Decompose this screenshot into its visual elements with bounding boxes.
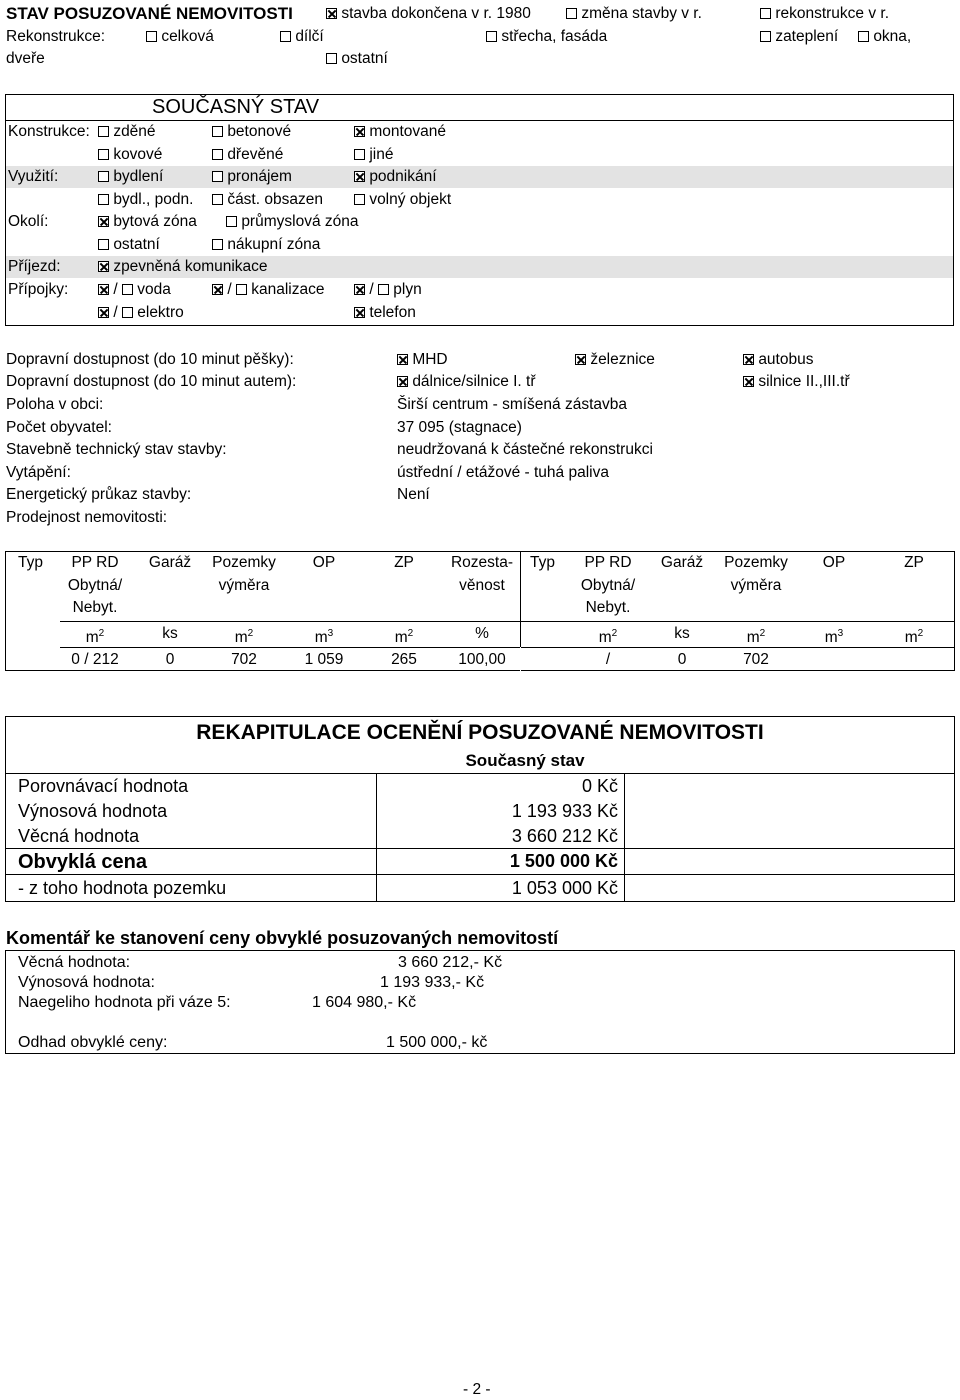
- kanalizace-label: kanalizace: [251, 281, 325, 298]
- cell-pozemky-2: 702: [743, 651, 769, 668]
- kanalizace-item: / kanalizace: [212, 280, 325, 300]
- th-garaz: Garáž: [148, 554, 192, 571]
- ostatni-item: [326, 49, 388, 69]
- odhad-value: 1 500 000,- kč: [386, 1034, 488, 1051]
- celkova-label: celková: [161, 28, 214, 45]
- vyuziti-label: Využití:: [8, 168, 59, 185]
- unit-m2: $m^2$: [598, 628, 618, 646]
- zpevnena-label: zpevněná komunikace: [113, 258, 268, 275]
- telefon-item: [354, 303, 416, 323]
- cell-garaz-2: 0: [677, 651, 687, 668]
- zatepleni-item: [760, 27, 838, 47]
- checkbox-empty-icon: [760, 8, 771, 19]
- checkbox-empty-icon: [98, 126, 109, 137]
- cast-obsazen-item: [212, 190, 323, 210]
- dilci-item: [280, 27, 324, 47]
- prijezd-label: Příjezd:: [8, 258, 61, 275]
- checkbox-checked-icon: [354, 171, 365, 182]
- checkbox-empty-icon: [354, 194, 365, 205]
- checkbox-checked-icon: [354, 307, 365, 318]
- unit-ks: ks: [162, 625, 178, 642]
- silnice-label: silnice II.,III.tř: [758, 373, 850, 390]
- dvere-label: dveře: [6, 50, 45, 67]
- unit-m2: $m^2$: [394, 628, 414, 646]
- dalnice-label: dálnice/silnice I. tř: [412, 373, 536, 390]
- ostatni-label: ostatní: [341, 50, 388, 67]
- pronajem-item: [212, 167, 292, 187]
- checkbox-empty-icon: [98, 171, 109, 182]
- elektro-item: / elektro: [98, 303, 184, 323]
- unit-m2: $m^2$: [234, 628, 254, 646]
- drevene-label: dřevěné: [227, 146, 284, 163]
- cell-op: 1 059: [304, 651, 344, 668]
- pripojky-label: Přípojky:: [8, 281, 69, 298]
- th-garaz-2: Garáž: [660, 554, 704, 571]
- plyn-item: / plyn: [354, 280, 422, 300]
- rekap-value: 3 660 212 Kč: [511, 826, 618, 846]
- bydl-podn-item: [98, 190, 193, 210]
- checkbox-checked-icon: [354, 284, 365, 295]
- drevene-item: [212, 145, 283, 165]
- zdene-item: [98, 122, 156, 142]
- checkbox-empty-icon: [146, 31, 157, 42]
- checkbox-empty-icon: [212, 126, 223, 137]
- checkbox-empty-icon: [486, 31, 497, 42]
- strecha-item: [486, 27, 607, 47]
- odhad-label: Odhad obvyklé ceny:: [18, 1034, 168, 1051]
- betonove-item: [212, 122, 291, 142]
- page-title: STAV POSUZOVANÉ NEMOVITOSTI: [6, 4, 293, 23]
- komentar-value: 1 604 980,- Kč: [312, 994, 417, 1011]
- komentar-value: 3 660 212,- Kč: [398, 954, 503, 971]
- checkbox-empty-icon: [566, 8, 577, 19]
- zatepleni-label: zateplení: [775, 28, 839, 45]
- cell-pprd-2: /: [605, 651, 611, 668]
- th-pprd-2: PP RD: [584, 554, 632, 571]
- podnikani-item: [354, 167, 437, 187]
- th-nebyt-2: Nebyt.: [585, 599, 631, 616]
- th-zp-2: ZP: [904, 554, 924, 571]
- okoli-ostatni-item: [98, 235, 160, 255]
- komentar-title: Komentář ke stanovení ceny obvyklé posuzovaných nemovitostí: [6, 928, 559, 948]
- montovane-label: montované: [369, 123, 447, 140]
- rekap-value: 1 193 933 Kč: [511, 801, 618, 821]
- th-venost: věnost: [459, 577, 505, 594]
- elektro-label: elektro: [137, 304, 184, 321]
- checkbox-checked-icon: [98, 284, 109, 295]
- checkbox-empty-icon: [212, 171, 223, 182]
- th-pozemky-2: Pozemky: [724, 554, 788, 571]
- checkbox-empty-icon: [98, 239, 109, 250]
- unit-ks: ks: [674, 625, 690, 642]
- bydleni-item: [98, 167, 163, 187]
- th-obytna-2: Obytná/: [580, 577, 636, 594]
- plyn-label: plyn: [393, 281, 422, 298]
- checkbox-empty-icon: [212, 239, 223, 250]
- cell-pozemky: 702: [231, 651, 257, 668]
- vytapeni-value: ústřední / etážové - tuhá paliva: [397, 464, 609, 481]
- kovove-label: kovové: [113, 146, 163, 163]
- kovove-item: [98, 145, 162, 165]
- th-rozesta: Rozesta-: [450, 554, 514, 571]
- voda-label: voda: [137, 281, 171, 298]
- checkbox-empty-icon: [122, 307, 133, 318]
- unit-pct: %: [475, 625, 489, 642]
- unit-m3: $m^3$: [314, 628, 334, 646]
- checkbox-empty-icon: [760, 31, 771, 42]
- th-op-2: OP: [822, 554, 846, 571]
- komentar-label: Výnosová hodnota:: [18, 974, 155, 991]
- bydl-podn-label: bydl., podn.: [113, 191, 194, 208]
- nakupni-item: [212, 235, 320, 255]
- th-pozemky: Pozemky: [212, 554, 276, 571]
- th-obytna: Obytná/: [67, 577, 123, 594]
- podnikani-label: podnikání: [369, 168, 437, 185]
- nakupni-label: nákupní zóna: [227, 236, 321, 253]
- unit-m2: $m^2$: [746, 628, 766, 646]
- checkbox-empty-icon: [378, 284, 389, 295]
- stav-value: neudržovaná k částečné rekonstrukci: [397, 441, 653, 458]
- checkbox-checked-icon: [98, 216, 109, 227]
- komentar-label: Naegeliho hodnota při váze 5:: [18, 994, 231, 1011]
- rekap-label: Výnosová hodnota: [18, 801, 168, 821]
- rekap-value-bold: 1 500 000 Kč: [509, 851, 618, 871]
- cell-roz: 100,00: [458, 651, 506, 668]
- stavba-item: [326, 4, 531, 24]
- okoli-label: Okolí:: [8, 213, 49, 230]
- silnice-item: [743, 372, 850, 392]
- zmena-item: [566, 4, 702, 24]
- checkbox-checked-icon: [98, 307, 109, 318]
- rekap-label: Porovnávací hodnota: [18, 776, 189, 796]
- okna-item: [858, 27, 911, 47]
- checkbox-empty-icon: [212, 194, 223, 205]
- prodejnost-label: Prodejnost nemovitosti:: [6, 509, 168, 526]
- checkbox-empty-icon: [98, 149, 109, 160]
- rekap-value: 0 Kč: [581, 776, 618, 796]
- rekap-value: 1 053 000 Kč: [511, 878, 618, 898]
- stav-label: Stavebně technický stav stavby:: [6, 441, 227, 458]
- volny-item: [354, 190, 451, 210]
- rekap-subtitle: Současný stav: [465, 751, 585, 770]
- checkbox-empty-icon: [280, 31, 291, 42]
- jine-label: jiné: [369, 146, 394, 163]
- rekonstrukce-label: Rekonstrukce:: [6, 28, 106, 45]
- stavba-label: stavba dokončena v r. 1980: [341, 5, 531, 22]
- checkbox-checked-icon: [98, 261, 109, 272]
- okna-label: okna,: [873, 28, 912, 45]
- unit-m2: $m^2$: [904, 628, 924, 646]
- pocet-value: 37 095 (stagnace): [397, 419, 522, 436]
- page-number: - 2 -: [463, 1381, 491, 1398]
- checkbox-empty-icon: [212, 149, 223, 160]
- zeleznice-item: [575, 350, 655, 370]
- rekap-label-bold: Obvyklá cena: [18, 851, 147, 873]
- jine-item: [354, 145, 393, 165]
- celkova-item: [146, 27, 214, 47]
- zpevnena-item: [98, 257, 268, 277]
- pronajem-label: pronájem: [227, 168, 292, 185]
- section-title: SOUČASNÝ STAV: [152, 96, 320, 118]
- th-typ: Typ: [18, 554, 43, 571]
- cell-garaz: 0: [165, 651, 175, 668]
- zeleznice-label: železnice: [590, 351, 655, 368]
- th-vymera: výměra: [218, 577, 270, 594]
- dalnice-item: [397, 372, 536, 392]
- dd-autem-label: Dopravní dostupnost (do 10 minut autem):: [6, 373, 297, 390]
- checkbox-checked-icon: [326, 8, 337, 19]
- strecha-label: střecha, fasáda: [501, 28, 608, 45]
- volny-label: volný objekt: [369, 191, 452, 208]
- checkbox-empty-icon: [98, 194, 109, 205]
- bytova-label: bytová zóna: [113, 213, 197, 230]
- zmena-label: změna stavby v r.: [581, 5, 702, 22]
- unit-m2: $m^2$: [85, 628, 105, 646]
- unit-m3: $m^3$: [824, 628, 844, 646]
- bytova-item: [98, 212, 197, 232]
- checkbox-empty-icon: [226, 216, 237, 227]
- mhd-label: MHD: [412, 351, 448, 368]
- prukaz-label: Energetický průkaz stavby:: [6, 486, 192, 503]
- mhd-item: [397, 350, 448, 370]
- th-vymera-2: výměra: [730, 577, 782, 594]
- vytapeni-label: Vytápění:: [6, 464, 71, 481]
- checkbox-checked-icon: [397, 354, 408, 365]
- checkbox-checked-icon: [212, 284, 223, 295]
- prukaz-value: Není: [397, 486, 430, 503]
- betonove-label: betonové: [227, 123, 292, 140]
- rekonstrukce-r-item: [760, 4, 889, 24]
- prumyslova-label: průmyslová zóna: [241, 213, 359, 230]
- poloha-label: Poloha v obci:: [6, 396, 104, 413]
- montovane-item: [354, 122, 446, 142]
- checkbox-empty-icon: [326, 53, 337, 64]
- voda-item: / voda: [98, 280, 171, 300]
- rekonstrukce-r-label: rekonstrukce v r.: [775, 5, 890, 22]
- cell-pprd: 0 / 212: [71, 651, 119, 668]
- konstrukce-label: Konstrukce:: [8, 123, 90, 140]
- dd-pesky-label: Dopravní dostupnost (do 10 minut pěšky):: [6, 351, 294, 368]
- bydleni-label: bydlení: [113, 168, 164, 185]
- komentar-value: 1 193 933,- Kč: [380, 974, 485, 991]
- poloha-value: Širší centrum - smíšená zástavba: [397, 396, 627, 413]
- th-typ-2: Typ: [530, 554, 555, 571]
- autobus-label: autobus: [758, 351, 814, 368]
- okoli-ostatni-label: ostatní: [113, 236, 160, 253]
- checkbox-checked-icon: [743, 376, 754, 387]
- checkbox-empty-icon: [236, 284, 247, 295]
- cell-zp: 265: [391, 651, 417, 668]
- th-op: OP: [312, 554, 336, 571]
- checkbox-checked-icon: [743, 354, 754, 365]
- rekap-label: Věcná hodnota: [18, 826, 140, 846]
- komentar-label: Věcná hodnota:: [18, 954, 131, 971]
- checkbox-empty-icon: [858, 31, 869, 42]
- dilci-label: dílčí: [295, 28, 324, 45]
- th-nebyt: Nebyt.: [72, 599, 118, 616]
- checkbox-checked-icon: [575, 354, 586, 365]
- checkbox-checked-icon: [354, 126, 365, 137]
- pocet-label: Počet obyvatel:: [6, 419, 112, 436]
- telefon-label: telefon: [369, 304, 416, 321]
- th-zp: ZP: [394, 554, 414, 571]
- autobus-item: [743, 350, 813, 370]
- cast-obsazen-label: část. obsazen: [227, 191, 323, 208]
- th-pprd: PP RD: [71, 554, 119, 571]
- checkbox-checked-icon: [397, 376, 408, 387]
- rekap-label: - z toho hodnota pozemku: [18, 878, 227, 898]
- zdene-label: zděné: [113, 123, 156, 140]
- checkbox-empty-icon: [122, 284, 133, 295]
- prumyslova-item: [226, 212, 358, 232]
- rekap-title: REKAPITULACE OCENĚNÍ POSUZOVANÉ NEMOVITOSTI: [196, 721, 764, 744]
- checkbox-empty-icon: [354, 149, 365, 160]
